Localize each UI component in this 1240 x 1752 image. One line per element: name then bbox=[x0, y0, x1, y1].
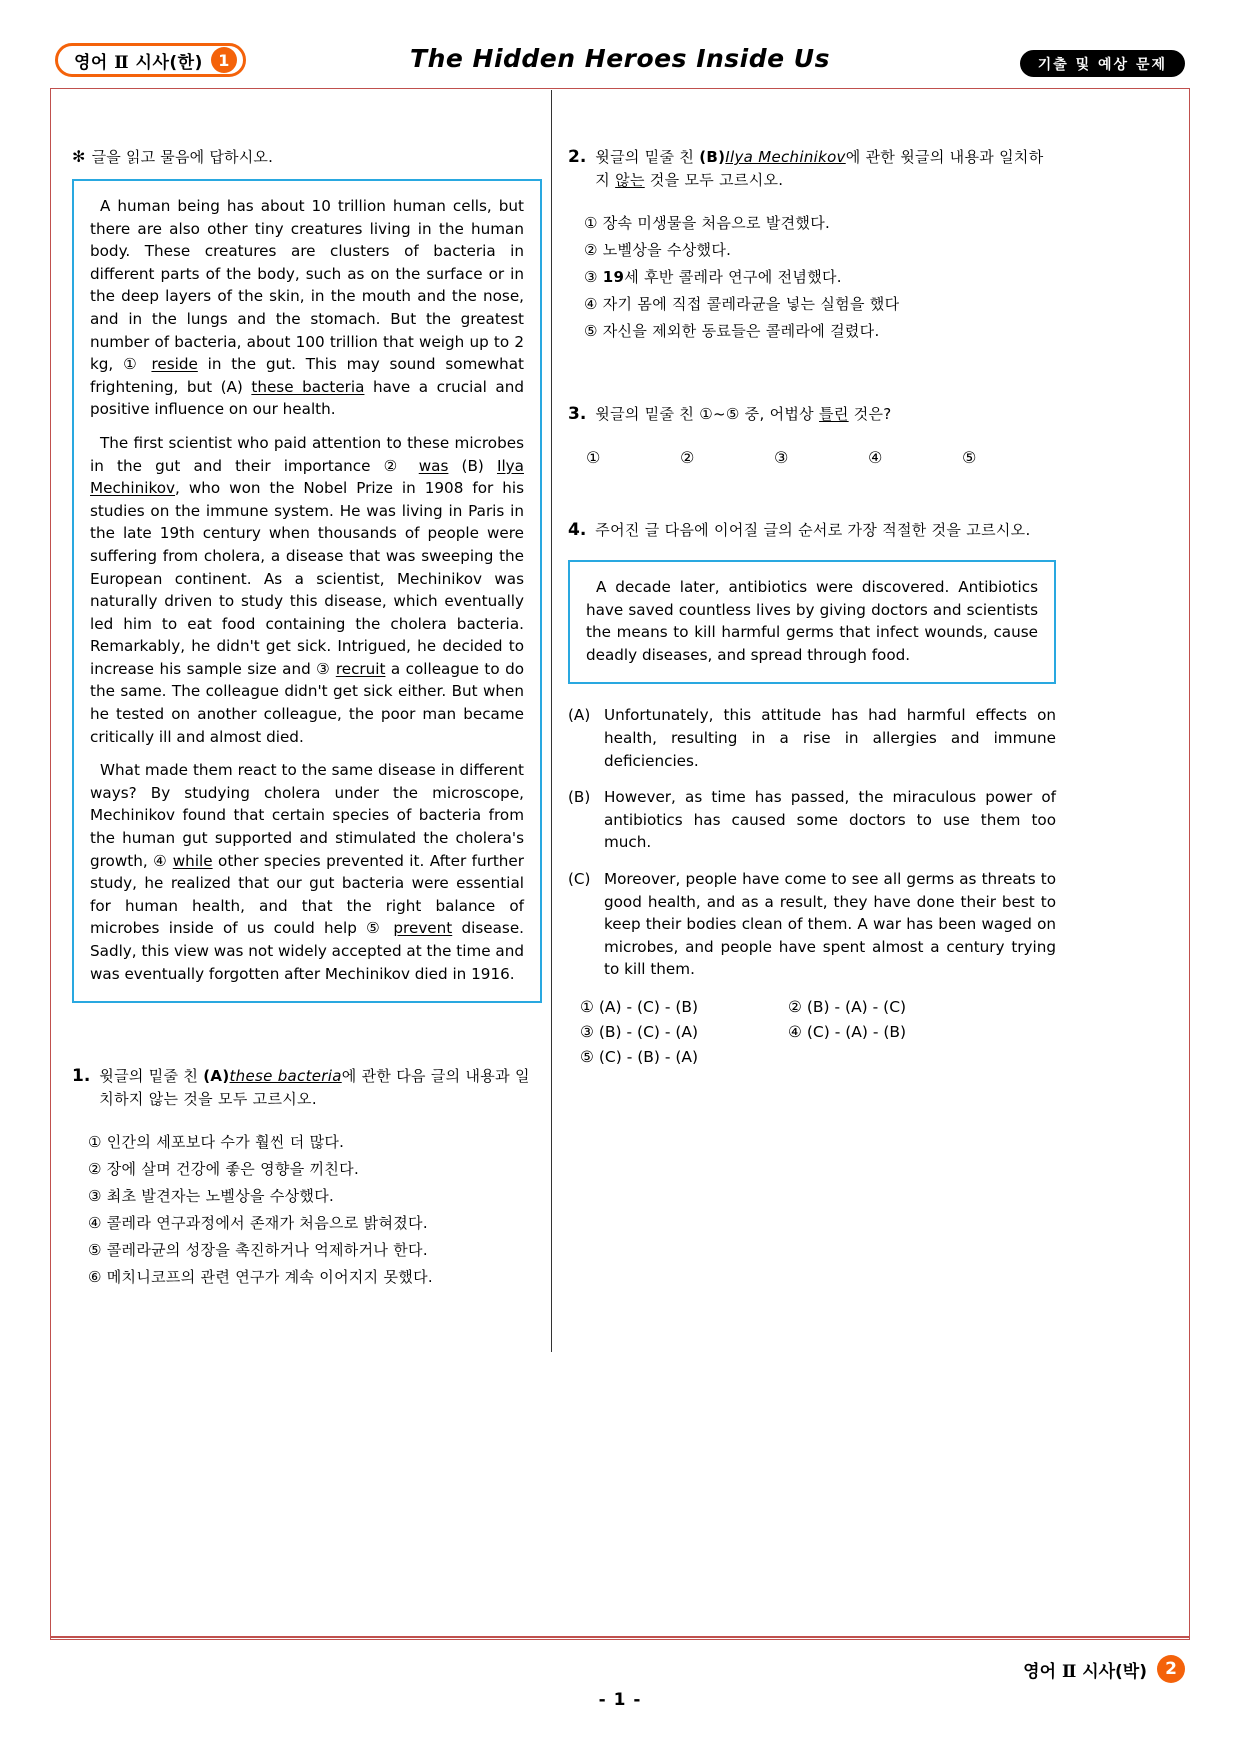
choice-text: 콜레라 연구과정에서 존재가 처음으로 밝혀졌다. bbox=[106, 1214, 428, 1233]
choice-text: 장속 미생물을 처음으로 발견했다. bbox=[602, 214, 831, 232]
choice-mark: ③ bbox=[584, 268, 598, 286]
underlined-recruit: recruit bbox=[335, 659, 386, 678]
choice-mark: ⑤ bbox=[88, 1241, 102, 1260]
choice-item[interactable] bbox=[584, 237, 1056, 264]
header-left-badge-number: 1 bbox=[211, 47, 237, 73]
footer-badge-number: 2 bbox=[1157, 1655, 1185, 1683]
segment-label: (A) bbox=[568, 706, 591, 725]
choice-item[interactable] bbox=[584, 291, 1056, 318]
segment-label: (C) bbox=[568, 869, 591, 888]
passage-p1-part-c: have a crucial and positive influence on our health. bbox=[90, 377, 524, 419]
question-2 bbox=[568, 146, 1056, 345]
underlined-these-bacteria: these bacteria bbox=[251, 377, 365, 396]
choice-item[interactable] bbox=[88, 1129, 542, 1156]
passage-p3-part-b: other species prevented it. After further study, he realized that our gut bacteria were essential for human health, and that the right balance of microbes inside of us could help bbox=[90, 851, 525, 938]
q1-stem-label: (A) bbox=[203, 1067, 230, 1086]
answer-text: (C) - (A) - (B) bbox=[806, 1022, 907, 1041]
inline-mark-1: ① bbox=[123, 355, 142, 374]
choice-text: 콜레라균의 성장을 촉진하거나 억제하거나 한다. bbox=[106, 1241, 428, 1260]
right-column bbox=[568, 88, 1056, 1070]
question-1-stem bbox=[99, 1065, 542, 1111]
answer-mark[interactable]: ⑤ bbox=[962, 448, 977, 467]
question-2-number: 2. bbox=[568, 147, 587, 167]
choice-text: 노벨상을 수상했다. bbox=[602, 241, 732, 259]
question-3-number: 3. bbox=[568, 404, 587, 424]
passage-p3-part-c: disease. Sadly, this view was not widely accepted at the time and was eventually forgotten after Mechinikov died in 1916. bbox=[90, 919, 524, 983]
answer-mark: ③ bbox=[580, 1022, 594, 1041]
choice-text-emphasis: 19 bbox=[602, 268, 625, 286]
choice-text: 자신을 제외한 동료들은 콜레라에 걸렸다. bbox=[602, 322, 880, 340]
question-3-answer-marks bbox=[586, 448, 1056, 467]
header-left-badge-label: 영어 Ⅱ 시사(한) bbox=[74, 52, 203, 73]
answer-text: (C) - (B) - (A) bbox=[598, 1047, 699, 1066]
left-column bbox=[72, 88, 542, 1291]
choice-item[interactable] bbox=[88, 1237, 542, 1264]
choice-item[interactable] bbox=[88, 1156, 542, 1183]
underlined-ilya-mechinikov: Ilya Mechinikov bbox=[90, 456, 524, 498]
reading-instruction-text: 글을 읽고 물음에 답하시오. bbox=[91, 148, 274, 166]
question-1 bbox=[72, 1065, 542, 1291]
choice-text: 최초 발견자는 노벨상을 수상했다. bbox=[106, 1187, 335, 1206]
question-1-choices bbox=[88, 1129, 542, 1291]
choice-mark: ① bbox=[88, 1133, 102, 1152]
given-passage-text: A decade later, antibiotics were discovered. Antibiotics have saved countless lives by giving doctors and scientists the means to kill harmful germs that infect wounds, cause deadly diseases, and spread through food. bbox=[586, 578, 1038, 664]
question-2-choices bbox=[584, 210, 1056, 345]
passage-p2-part-a: The first scientist who paid attention to these microbes in the gut and their importance bbox=[90, 433, 524, 475]
segment-text: Moreover, people have come to see all germs as threats to good health, and as a result, they have done their best to keep their bodies clean of them. A war has been waged on microbes, and people have spent almost a century trying to kill them. bbox=[604, 869, 1056, 979]
header-right-badge: 기출 및 예상 문제 bbox=[1020, 50, 1185, 77]
q1-stem-part-b: 에 관한 다음 글의 내용과 일치하지 않는 것을 모두 고르시오. bbox=[99, 1067, 530, 1109]
inline-mark-2: ② bbox=[383, 456, 406, 475]
segment-text: Unfortunately, this attitude has had harmful effects on health, resulting in a rise in allergies and immune deficiencies. bbox=[604, 706, 1056, 770]
question-3-stem bbox=[595, 403, 1056, 426]
q2-stem-label: (B) bbox=[699, 148, 726, 166]
question-2-stem bbox=[595, 146, 1056, 192]
answer-option[interactable] bbox=[580, 1045, 788, 1070]
answer-text: (B) - (A) - (C) bbox=[806, 997, 907, 1016]
answer-mark: ⑤ bbox=[580, 1047, 594, 1066]
segment-item bbox=[568, 868, 1056, 981]
choice-mark: ⑥ bbox=[88, 1268, 102, 1287]
inline-mark-5: ⑤ bbox=[366, 919, 385, 938]
answer-mark[interactable]: ② bbox=[680, 448, 695, 467]
page-number: - 1 - bbox=[598, 1690, 642, 1710]
q1-stem-part-a: 윗글의 밑줄 친 bbox=[99, 1067, 204, 1086]
answer-option[interactable] bbox=[580, 1020, 788, 1045]
choice-text: 장에 살며 건강에 좋은 영향을 끼친다. bbox=[106, 1160, 360, 1179]
choice-mark: ③ bbox=[88, 1187, 102, 1206]
q3-stem-emphasis: 틀린 bbox=[819, 405, 849, 423]
choice-text: 인간의 세포보다 수가 훨씬 더 많다. bbox=[106, 1133, 345, 1152]
question-4-answers bbox=[580, 995, 1056, 1070]
answer-mark[interactable]: ③ bbox=[774, 448, 789, 467]
choice-mark: ② bbox=[88, 1160, 102, 1179]
segment-item bbox=[568, 786, 1056, 854]
passage-p2-part-d: a colleague to do the same. The colleague didn't get sick either. But when he tested on another colleague, the poor man became critically ill and almost died. bbox=[90, 659, 525, 746]
passage-p2-part-c: , who won the Nobel Prize in 1908 for his studies on the immune system. He was living in Paris in the late 19th century when thousands of people were suffering from cholera, a disease that was sweeping the European continent. As a scientist, Mechinikov was naturally driven to study this disease, which eventually led him to eat food containing the cholera bacteria. Remarkably, he didn't get sick. Intrigued, he decided to increase his sample size and bbox=[90, 479, 524, 678]
question-4-stem: 주어진 글 다음에 이어질 글의 순서로 가장 적절한 것을 고르시오. bbox=[595, 521, 1031, 539]
choice-mark: ② bbox=[584, 241, 598, 259]
choice-mark: ④ bbox=[88, 1214, 102, 1233]
question-1-number: 1. bbox=[72, 1066, 91, 1087]
inline-mark-4: ④ bbox=[153, 851, 168, 870]
asterisk-icon: ✻ bbox=[72, 147, 86, 166]
segment-item bbox=[568, 704, 1056, 772]
choice-item[interactable] bbox=[584, 318, 1056, 345]
choice-mark: ① bbox=[584, 214, 598, 232]
q3-stem-part-b: 것은? bbox=[848, 405, 892, 423]
answer-text: (A) - (C) - (B) bbox=[598, 997, 699, 1016]
q2-stem-part-c: 것을 모두 고르시오. bbox=[644, 171, 784, 189]
answer-mark: ① bbox=[580, 997, 594, 1016]
underlined-while: while bbox=[172, 851, 213, 870]
answer-mark: ④ bbox=[788, 1022, 802, 1041]
footer-divider bbox=[50, 1636, 1190, 1638]
page-header bbox=[0, 0, 1240, 88]
answer-mark[interactable]: ① bbox=[586, 448, 601, 467]
answer-option[interactable] bbox=[580, 995, 788, 1020]
inline-mark-3: ③ bbox=[316, 659, 331, 678]
q1-stem-phrase: these bacteria bbox=[229, 1067, 342, 1086]
underlined-was: was bbox=[418, 456, 449, 475]
choice-item[interactable] bbox=[584, 210, 1056, 237]
choice-item[interactable] bbox=[88, 1210, 542, 1237]
choice-mark: ⑤ bbox=[584, 322, 598, 340]
choice-text: 자기 몸에 직접 콜레라균을 넣는 실험을 했다 bbox=[602, 295, 900, 313]
choice-item[interactable] bbox=[88, 1183, 542, 1210]
answer-mark: ② bbox=[788, 997, 802, 1016]
q2-stem-negation: 않는 bbox=[615, 171, 645, 189]
main-passage-box bbox=[72, 179, 542, 1003]
passage-paragraph-1 bbox=[90, 195, 524, 421]
question-4 bbox=[568, 519, 1056, 1070]
answer-option[interactable] bbox=[788, 1020, 996, 1045]
question-3 bbox=[568, 403, 1056, 467]
q2-stem-part-a: 윗글의 밑줄 친 bbox=[595, 148, 700, 166]
reading-instruction bbox=[72, 146, 542, 167]
question-4-number: 4. bbox=[568, 520, 587, 540]
answer-mark[interactable]: ④ bbox=[868, 448, 883, 467]
choice-text: 세 후반 콜레라 연구에 전념했다. bbox=[624, 268, 842, 286]
footer-badge-label: 영어 Ⅱ 시사(박) bbox=[1023, 1661, 1147, 1682]
footer-badge bbox=[1023, 1655, 1185, 1683]
column-divider bbox=[551, 90, 552, 1352]
passage-p1-part-b: in the gut. This may sound somewhat frightening, but (A) bbox=[90, 355, 525, 396]
choice-item[interactable] bbox=[88, 1264, 542, 1291]
passage-paragraph-2 bbox=[90, 432, 524, 748]
choice-text: 메치니코프의 관련 연구가 계속 이어지지 못했다. bbox=[106, 1268, 433, 1287]
passage-paragraph-3 bbox=[90, 759, 524, 985]
q2-stem-phrase: Ilya Mechinikov bbox=[725, 148, 846, 166]
choice-mark: ④ bbox=[584, 295, 598, 313]
passage-p3-part-a: What made them react to the same disease in different ways? By studying cholera under the microscope, Mechinikov found that certain species of bacteria from the human gut supported and stimulated the cholera's growth, bbox=[90, 761, 524, 870]
q2-stem-part-b: 에 관한 윗글의 내용과 일치하지 bbox=[595, 148, 1044, 189]
answer-text: (B) - (C) - (A) bbox=[598, 1022, 699, 1041]
question-4-given-passage-box bbox=[568, 560, 1056, 684]
passage-p2-part-b: (B) bbox=[448, 456, 497, 475]
page-title: The Hidden Heroes Inside Us bbox=[410, 44, 830, 73]
underlined-prevent: prevent bbox=[393, 919, 453, 938]
segment-text: However, as time has passed, the miraculous power of antibiotics has caused some doctors to use them too much. bbox=[604, 788, 1056, 852]
answer-option[interactable] bbox=[788, 995, 996, 1020]
q3-stem-part-a: 윗글의 밑줄 친 ①~⑤ 중, 어법상 bbox=[595, 405, 820, 423]
underlined-reside: reside bbox=[151, 355, 198, 374]
segment-label: (B) bbox=[568, 788, 591, 807]
choice-item[interactable] bbox=[584, 264, 1056, 291]
question-4-segments bbox=[568, 704, 1056, 981]
passage-p1-part-a: A human being has about 10 trillion human cells, but there are also other tiny creatures living in the human body. These creatures are clusters of bacteria in different parts of the body, such as on the surface or in the deep layers of the skin, in the mouth and the nose, and in the lungs and the stomach. But the greatest number of bacteria, about 100 trillion that weigh up to 2 kg, bbox=[90, 197, 524, 374]
